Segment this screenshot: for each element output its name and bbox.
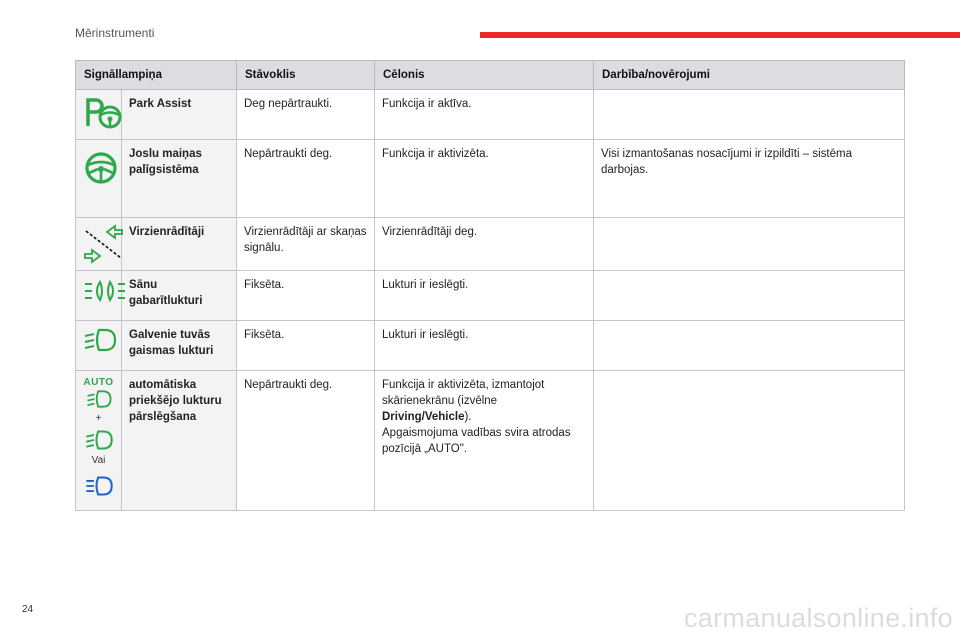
lamp-cause: Lukturi ir ieslēgti. bbox=[375, 271, 594, 321]
table-row bbox=[76, 371, 905, 511]
lamp-cause: Lukturi ir ieslēgti. bbox=[375, 321, 594, 371]
lamp-cause: Funkcija ir aktīva. bbox=[375, 90, 594, 140]
lamp-state: Deg nepārtraukti. bbox=[237, 90, 375, 140]
lamp-cause: Funkcija ir aktivizēta. bbox=[375, 140, 594, 218]
cause-text-end: ). bbox=[464, 411, 472, 423]
lamp-state: Fiksēta. bbox=[237, 271, 375, 321]
watermark: carmanualsonline.info bbox=[684, 603, 953, 633]
dipped-beam-icon bbox=[83, 327, 117, 353]
lamp-name: Galvenie tuvās gaismas lukturi bbox=[122, 321, 237, 371]
dipped-beam-icon bbox=[85, 389, 113, 409]
table-header-row bbox=[76, 61, 905, 90]
signal-lamps-table bbox=[75, 60, 905, 511]
park-assist-icon bbox=[83, 96, 123, 130]
plus-sign: + bbox=[95, 413, 102, 424]
cause-text: Funkcija ir aktivizēta, izmantojot skārienekrānu (izvēlne bbox=[382, 379, 545, 407]
table-row bbox=[76, 321, 905, 371]
lamp-state: Fiksēta. bbox=[237, 321, 375, 371]
table-row bbox=[76, 218, 905, 271]
high-beam-icon bbox=[83, 475, 115, 497]
table-row bbox=[76, 271, 905, 321]
accent-bar bbox=[480, 32, 960, 38]
lamp-name: automātiska priekšējo lukturu pārslēgšana bbox=[122, 371, 237, 511]
auto-icon-label: AUTO bbox=[83, 377, 114, 388]
table-row bbox=[76, 140, 905, 218]
side-lights-icon bbox=[83, 277, 127, 305]
lamp-cause: Virzienrādītāji deg. bbox=[375, 218, 594, 271]
lamp-action bbox=[594, 271, 905, 321]
lamp-action: Visi izmantošanas nosacījumi ir izpildīti – sistēma darbojas. bbox=[594, 140, 905, 218]
section-title: Mērinstrumenti bbox=[75, 26, 155, 40]
lamp-action bbox=[594, 321, 905, 371]
lamp-name: Virzienrādītāji bbox=[122, 218, 237, 271]
or-label: Vai bbox=[91, 455, 106, 466]
menu-slash: / bbox=[421, 411, 425, 423]
turn-signal-icon bbox=[83, 224, 125, 264]
lamp-action bbox=[594, 371, 905, 511]
lamp-name: Sānu gabarītlukturi bbox=[122, 271, 237, 321]
table-row bbox=[76, 90, 905, 140]
menu-vehicle: Vehicle bbox=[424, 411, 465, 423]
icon-cell bbox=[76, 218, 122, 271]
lamp-state: Nepārtraukti deg. bbox=[237, 140, 375, 218]
cause-text-lever: Apgaismojuma vadības svira atrodas pozīcijā „AUTO". bbox=[382, 427, 571, 455]
icon-cell bbox=[76, 90, 122, 140]
menu-driving: Driving bbox=[382, 411, 422, 423]
lamp-cause bbox=[375, 371, 594, 511]
lamp-state: Nepārtraukti deg. bbox=[237, 371, 375, 511]
lamp-action bbox=[594, 90, 905, 140]
col-header-lamp: Signāllampiņa bbox=[76, 61, 237, 90]
lamp-name: Joslu maiņas palīgsistēma bbox=[122, 140, 237, 218]
lamp-state: Virzienrādītāji ar skaņas signālu. bbox=[237, 218, 375, 271]
lane-assist-icon bbox=[83, 150, 119, 186]
dipped-beam-icon bbox=[84, 429, 114, 451]
icon-cell bbox=[76, 371, 122, 511]
icon-cell bbox=[76, 140, 122, 218]
col-header-state: Stāvoklis bbox=[237, 61, 375, 90]
col-header-cause: Cēlonis bbox=[375, 61, 594, 90]
page-number: 24 bbox=[22, 604, 34, 615]
icon-cell bbox=[76, 271, 122, 321]
col-header-action: Darbība/novērojumi bbox=[594, 61, 905, 90]
icon-cell bbox=[76, 321, 122, 371]
lamp-action bbox=[594, 218, 905, 271]
lamp-name: Park Assist bbox=[122, 90, 237, 140]
